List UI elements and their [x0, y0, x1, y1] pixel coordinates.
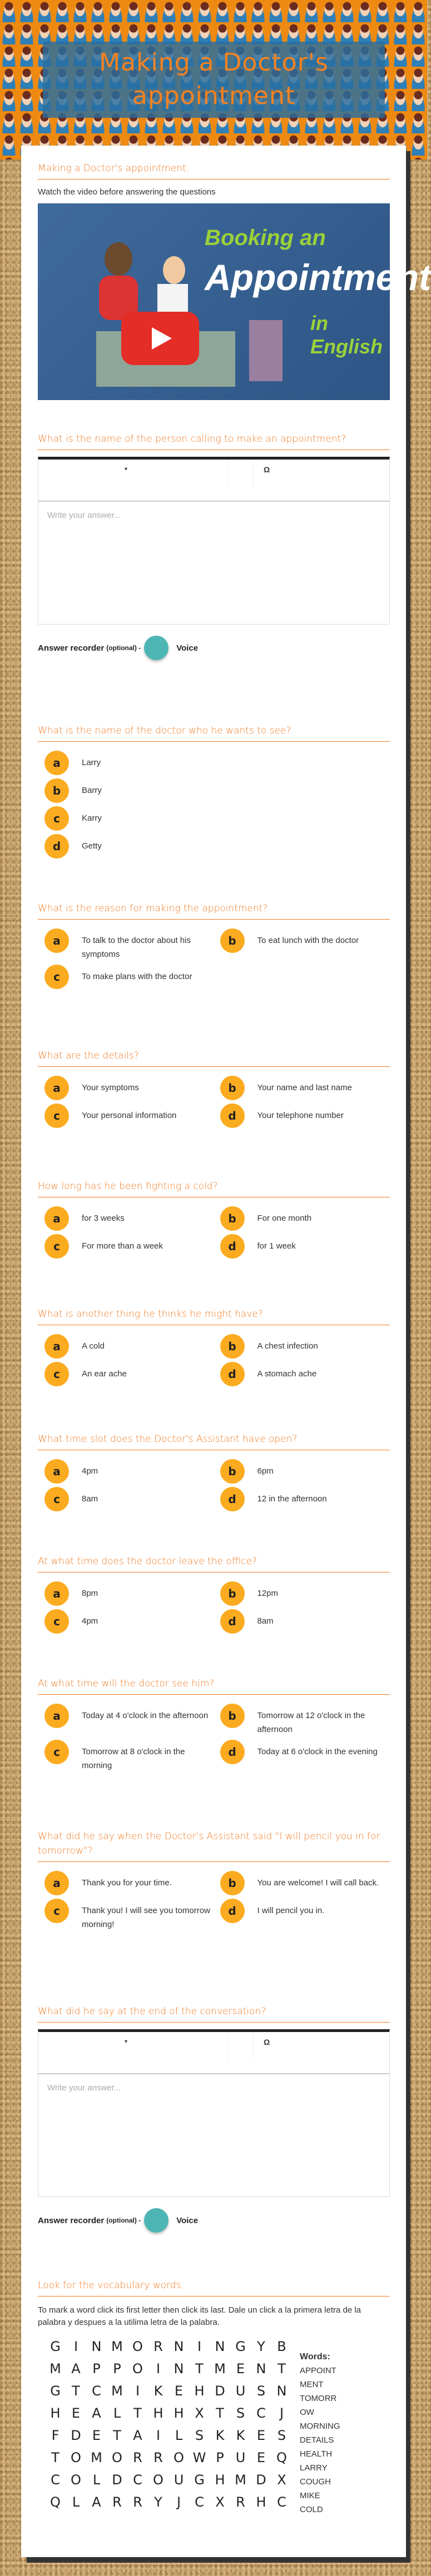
grid-letter[interactable]: R — [112, 2494, 122, 2510]
question-3 — [38, 901, 390, 989]
options-list — [38, 751, 390, 858]
question-7 — [38, 1432, 390, 1511]
question-title: What time slot does the Doctor's Assistant have open? — [38, 1432, 390, 1450]
word-list — [300, 2350, 343, 2517]
special-character-button[interactable]: Ω — [264, 2038, 270, 2046]
option-text: To eat lunch with the doctor — [257, 936, 359, 945]
grid-letter[interactable]: S — [277, 2428, 286, 2443]
option-b[interactable] — [220, 1459, 390, 1484]
option-letter-badge: b — [220, 1459, 245, 1484]
answer-input[interactable] — [38, 2074, 389, 2196]
grid-letter[interactable]: I — [135, 2383, 140, 2399]
word-item: APPOINTMENT — [300, 2366, 336, 2389]
grid-letter[interactable]: O — [132, 2361, 143, 2377]
option-letter-badge: d — [220, 1899, 245, 1923]
grid-letter[interactable]: O — [112, 2450, 122, 2465]
option-text: Your personal information — [82, 1111, 177, 1120]
grid-letter[interactable]: R — [153, 2339, 163, 2354]
option-text: Your symptoms — [82, 1083, 139, 1092]
grid-letter[interactable]: T — [113, 2428, 121, 2443]
option-a[interactable] — [44, 1206, 215, 1231]
worksheet-card — [21, 146, 431, 2557]
option-letter-badge: d — [220, 1234, 245, 1259]
grid-letter[interactable]: I — [156, 2428, 161, 2443]
grid-letter[interactable]: A — [133, 2428, 142, 2443]
grid-letter[interactable]: Q — [50, 2494, 61, 2510]
grid-letter[interactable]: W — [192, 2450, 206, 2465]
video-title-line2: Appointment — [205, 257, 431, 298]
option-text: To make plans with the doctor — [82, 972, 192, 981]
option-b[interactable] — [220, 1076, 390, 1100]
grid-letter[interactable]: H — [215, 2472, 225, 2488]
doctor-figure — [163, 256, 185, 284]
answer-placeholder: Write your answer... — [47, 2083, 121, 2093]
option-text: Thank you for your time. — [82, 1878, 172, 1888]
grid-letter[interactable]: N — [276, 2383, 287, 2399]
grid-letter[interactable]: J — [176, 2494, 181, 2510]
option-text: for 1 week — [257, 1241, 296, 1251]
option-text: 6pm — [257, 1466, 274, 1476]
page-title: Making a Doctor's appointment — [43, 42, 385, 118]
option-text: 8pm — [82, 1589, 98, 1598]
grid-letter[interactable]: O — [174, 2450, 184, 2465]
option-letter-badge: c — [44, 1104, 69, 1128]
grid-letter[interactable]: U — [235, 2450, 246, 2465]
question-title: What did he say at the end of the conversation? — [38, 2004, 390, 2023]
option-text: A chest infection — [257, 1341, 318, 1351]
wordsearch-instructions: To mark a word click its first letter then click its last. Dale un click a la primera letra de la palabra y despues a la utilima letra de la palabra. — [38, 2305, 361, 2327]
grid-letter[interactable]: L — [113, 2405, 121, 2421]
option-text: 8am — [257, 1616, 274, 1626]
option-letter-badge: c — [44, 1362, 69, 1386]
option-letter-badge: a — [44, 1704, 69, 1728]
grid-letter[interactable]: I — [197, 2339, 202, 2354]
grid-letter[interactable]: S — [256, 2383, 266, 2399]
option-letter-badge: a — [44, 1581, 69, 1606]
word-item: MIKE — [300, 2491, 320, 2500]
question-10 — [38, 1829, 390, 1931]
option-d[interactable] — [220, 1609, 390, 1634]
grid-letter[interactable]: O — [71, 2472, 81, 2488]
editor-toolbar — [38, 2032, 389, 2074]
toolbar-separator — [227, 2032, 254, 2060]
option-letter-badge: c — [44, 1487, 69, 1511]
grid-letter[interactable]: D — [256, 2472, 266, 2488]
option-text: For one month — [257, 1214, 312, 1223]
option-text: Thank you! I will see you tomorrow morning! — [82, 1906, 210, 1929]
option-text: Larry — [82, 758, 101, 767]
grid-letter[interactable]: E — [92, 2428, 101, 2443]
option-text: To talk to the doctor about his symptoms — [82, 936, 191, 959]
question-title: What are the details? — [38, 1049, 390, 1067]
question-5 — [38, 1179, 390, 1259]
grid-letter[interactable]: R — [133, 2494, 142, 2510]
options-list — [38, 1871, 390, 1931]
grid-letter[interactable]: K — [236, 2428, 245, 2443]
option-b[interactable] — [220, 928, 390, 961]
option-letter-badge: a — [44, 928, 69, 953]
option-letter-badge: c — [44, 1234, 69, 1259]
option-text: Tomorrow at 12 o'clock in the afternoon — [257, 1711, 365, 1734]
toolbar-separator — [227, 460, 254, 487]
option-a[interactable] — [44, 1581, 215, 1606]
grid-letter[interactable]: N — [174, 2339, 184, 2354]
record-button[interactable] — [144, 2208, 169, 2233]
option-text: 12pm — [257, 1589, 279, 1598]
option-text: Tomorrow at 8 o'clock in the morning — [82, 1747, 185, 1770]
option-d[interactable] — [44, 834, 390, 858]
option-letter-badge: b — [220, 1581, 245, 1606]
editor-toolbar — [38, 460, 389, 502]
grid-letter[interactable]: E — [256, 2450, 266, 2465]
section-title: Making a Doctor's appointment. — [38, 161, 390, 179]
grid-letter[interactable]: H — [153, 2405, 164, 2421]
section-title: Look for the vocabulary words. — [38, 2278, 390, 2297]
option-letter-badge: b — [220, 1871, 245, 1895]
grid-letter[interactable]: M — [91, 2450, 102, 2465]
grid-letter[interactable]: L — [175, 2428, 183, 2443]
answer-placeholder: Write your answer... — [47, 511, 121, 520]
grid-letter[interactable]: P — [216, 2450, 224, 2465]
grid-letter[interactable]: R — [153, 2450, 163, 2465]
grid-letter[interactable]: O — [132, 2339, 143, 2354]
option-c[interactable] — [44, 1487, 215, 1511]
option-a[interactable] — [44, 1459, 215, 1484]
question-2 — [38, 723, 390, 858]
grid-letter[interactable]: E — [256, 2428, 266, 2443]
answer-input[interactable] — [38, 502, 389, 624]
option-d[interactable] — [220, 1487, 390, 1511]
word-item: TOMORROW — [300, 2394, 337, 2417]
voice-label: Voice — [176, 2215, 199, 2225]
grid-letter[interactable]: N — [174, 2361, 184, 2377]
grid-letter[interactable]: R — [133, 2450, 142, 2465]
grid-letter[interactable]: S — [195, 2428, 204, 2443]
header-banner — [0, 0, 427, 159]
grid-letter[interactable]: L — [72, 2494, 80, 2510]
option-c[interactable] — [44, 1609, 215, 1634]
cabinet — [249, 320, 283, 381]
option-text: Getty — [82, 841, 102, 851]
grid-letter[interactable]: G — [235, 2339, 246, 2354]
option-d[interactable] — [220, 1104, 390, 1128]
grid-letter[interactable]: T — [195, 2361, 204, 2377]
grid-letter[interactable]: I — [156, 2361, 161, 2377]
grid-letter[interactable]: M — [111, 2383, 123, 2399]
word-item: DETAILS — [300, 2435, 334, 2445]
grid-letter[interactable]: M — [235, 2472, 246, 2488]
option-letter-badge: d — [44, 834, 69, 858]
grid-letter[interactable]: T — [133, 2405, 142, 2421]
option-text: For more than a week — [82, 1241, 163, 1251]
question-8 — [38, 1554, 390, 1634]
question-11 — [38, 2004, 390, 2233]
options-list — [38, 1459, 390, 1511]
grid-letter[interactable]: A — [71, 2361, 81, 2377]
option-letter-badge: c — [44, 1609, 69, 1634]
option-c[interactable] — [44, 1234, 215, 1259]
options-list — [38, 1704, 390, 1773]
option-c[interactable] — [44, 965, 215, 989]
grid-letter[interactable]: E — [174, 2383, 184, 2399]
option-a[interactable] — [44, 751, 390, 775]
option-c[interactable] — [44, 1104, 215, 1128]
grid-letter[interactable]: C — [92, 2383, 101, 2399]
grid-letter[interactable]: L — [92, 2472, 101, 2488]
option-text: Today at 4 o'clock in the afternoon — [82, 1711, 209, 1720]
grid-letter[interactable]: N — [91, 2339, 102, 2354]
grid-letter[interactable]: B — [277, 2339, 286, 2354]
grid-letter[interactable]: G — [50, 2383, 61, 2399]
option-letter-badge: a — [44, 1076, 69, 1100]
option-letter-badge: d — [220, 1740, 245, 1764]
grid-letter[interactable]: D — [215, 2383, 225, 2399]
wordsearch-section — [38, 2278, 390, 2517]
word-item: COUGH — [300, 2477, 331, 2487]
grid-letter[interactable]: E — [71, 2405, 81, 2421]
option-c[interactable] — [44, 1362, 215, 1386]
grid-letter[interactable]: X — [277, 2472, 286, 2488]
option-letter-badge: d — [220, 1487, 245, 1511]
option-text: 12 in the afternoon — [257, 1494, 327, 1504]
grid-letter[interactable]: Q — [276, 2450, 287, 2465]
grid-letter[interactable]: D — [112, 2472, 122, 2488]
option-letter-badge: d — [220, 1609, 245, 1634]
option-b[interactable] — [220, 1206, 390, 1231]
question-title: At what time will the doctor see him? — [38, 1676, 390, 1695]
word-item: HEALTH — [300, 2449, 333, 2459]
grid-letter[interactable]: U — [174, 2472, 184, 2488]
option-b[interactable] — [220, 1334, 390, 1359]
option-d[interactable] — [220, 1362, 390, 1386]
option-text: A cold — [82, 1341, 105, 1351]
option-letter-badge: b — [220, 1704, 245, 1728]
grid-letter[interactable]: G — [194, 2472, 205, 2488]
options-list — [38, 928, 390, 989]
grid-letter[interactable]: T — [51, 2450, 60, 2465]
grid-letter[interactable]: C — [133, 2472, 142, 2488]
option-a[interactable] — [44, 1704, 215, 1736]
option-b[interactable] — [220, 1871, 390, 1895]
option-text: Karry — [82, 813, 102, 823]
option-text: Today at 6 o'clock in the evening — [257, 1747, 378, 1756]
option-b[interactable] — [220, 1581, 390, 1606]
grid-letter[interactable]: S — [236, 2405, 245, 2421]
question-4 — [38, 1049, 390, 1128]
video-title-line1: Booking an — [205, 226, 326, 250]
option-d[interactable] — [220, 1234, 390, 1259]
option-letter-badge: b — [44, 778, 69, 803]
grid-letter[interactable]: K — [153, 2383, 163, 2399]
option-letter-badge: b — [220, 1206, 245, 1231]
grid-letter[interactable]: N — [215, 2339, 225, 2354]
format-dropdown[interactable]: ▾ — [125, 466, 128, 472]
grid-letter[interactable]: N — [256, 2361, 266, 2377]
option-letter-badge: b — [220, 1334, 245, 1359]
recorder-optional: (optional) - — [106, 644, 141, 652]
question-title: What did he say when the Doctor's Assistant said "I will pencil you in for tomorrow"? — [38, 1829, 390, 1862]
grid-letter[interactable]: F — [51, 2428, 60, 2443]
grid-letter[interactable]: E — [236, 2361, 245, 2377]
question-1 — [38, 432, 390, 660]
option-letter-badge: a — [44, 1334, 69, 1359]
word-item: COLD — [300, 2505, 323, 2514]
grid-letter[interactable]: C — [277, 2494, 286, 2510]
option-letter-badge: c — [44, 1899, 69, 1923]
intro-section — [38, 161, 431, 400]
grid-letter[interactable]: Y — [154, 2494, 162, 2510]
option-d[interactable] — [220, 1899, 390, 1931]
option-letter-badge: a — [44, 1206, 69, 1231]
recorder-label: Answer recorder — [38, 643, 105, 653]
grid-letter[interactable]: H — [256, 2494, 266, 2510]
option-letter-badge: c — [44, 806, 69, 831]
grid-letter[interactable]: T — [216, 2405, 224, 2421]
option-a[interactable] — [44, 928, 215, 961]
word-item: MORNING — [300, 2422, 340, 2431]
answer-recorder — [38, 636, 390, 660]
answer-editor — [38, 457, 390, 625]
grid-letter[interactable]: A — [92, 2494, 101, 2510]
grid-letter[interactable]: H — [194, 2383, 205, 2399]
option-letter-badge: c — [44, 965, 69, 989]
youtube-play-icon[interactable] — [121, 312, 199, 365]
option-text: A stomach ache — [257, 1369, 317, 1379]
option-text: for 3 weeks — [82, 1214, 125, 1223]
grid-letter[interactable]: D — [71, 2428, 81, 2443]
format-dropdown[interactable]: ▾ — [125, 2039, 128, 2045]
options-list — [38, 1334, 390, 1386]
option-text: 4pm — [82, 1616, 98, 1626]
special-character-button[interactable]: Ω — [264, 465, 270, 474]
grid-letter[interactable]: P — [92, 2361, 101, 2377]
answer-recorder — [38, 2208, 390, 2233]
grid-letter[interactable]: X — [215, 2494, 225, 2510]
grid-letter[interactable]: O — [71, 2450, 81, 2465]
option-d[interactable] — [220, 1740, 390, 1773]
option-c[interactable] — [44, 806, 390, 831]
option-letter-badge: a — [44, 1871, 69, 1895]
option-text: 8am — [82, 1494, 98, 1504]
option-c[interactable] — [44, 1899, 215, 1931]
grid-letter[interactable]: T — [72, 2383, 80, 2399]
recorder-label: Answer recorder — [38, 2215, 105, 2225]
instructions-text: Watch the video before answering the questions — [38, 187, 216, 197]
option-text: An ear ache — [82, 1369, 127, 1379]
option-c[interactable] — [44, 1740, 215, 1773]
option-text: You are welcome! I will call back. — [257, 1878, 379, 1888]
answer-editor — [38, 2029, 390, 2197]
option-a[interactable] — [44, 1871, 215, 1895]
video-title-line3: in English — [310, 312, 383, 358]
grid-letter[interactable]: H — [50, 2405, 61, 2421]
word-item: LARRY — [300, 2463, 328, 2473]
grid-letter[interactable]: I — [73, 2339, 78, 2354]
option-a[interactable] — [44, 1334, 215, 1359]
grid-letter[interactable]: J — [279, 2405, 284, 2421]
grid-letter[interactable]: G — [50, 2339, 61, 2354]
grid-letter[interactable]: T — [278, 2361, 286, 2377]
question-title: What is the reason for making the appointment? — [38, 901, 390, 920]
question-title: How long has he been fighting a cold? — [38, 1179, 390, 1197]
option-text: Barry — [82, 786, 102, 795]
question-title: What is the name of the doctor who he wants to see? — [38, 723, 390, 742]
grid-letter[interactable]: Y — [257, 2339, 265, 2354]
option-text: Your name and last name — [257, 1083, 352, 1092]
option-text: I will pencil you in. — [257, 1906, 325, 1915]
options-list — [38, 1206, 390, 1259]
question-title: What is another thing he thinks he might have? — [38, 1307, 390, 1325]
option-a[interactable] — [44, 1076, 215, 1100]
question-6 — [38, 1307, 390, 1386]
grid-letter[interactable]: X — [195, 2405, 204, 2421]
grid-letter[interactable]: O — [153, 2472, 164, 2488]
option-text: Your telephone number — [257, 1111, 344, 1120]
option-b[interactable] — [220, 1704, 390, 1736]
grid-letter[interactable]: M — [111, 2339, 123, 2354]
grid-letter[interactable]: C — [256, 2405, 266, 2421]
grid-letter[interactable]: M — [214, 2361, 226, 2377]
grid-letter[interactable]: C — [195, 2494, 204, 2510]
record-button[interactable] — [144, 636, 169, 660]
words-label: Words: — [300, 2352, 330, 2362]
question-title: At what time does the doctor leave the office? — [38, 1554, 390, 1572]
option-letter-badge: a — [44, 751, 69, 775]
video-player[interactable] — [38, 203, 431, 400]
grid-letter[interactable]: H — [174, 2405, 184, 2421]
option-letter-badge: b — [220, 1076, 245, 1100]
grid-letter[interactable]: K — [215, 2428, 225, 2443]
woman-figure — [105, 242, 132, 276]
options-list — [38, 1581, 390, 1634]
options-list — [38, 1076, 390, 1128]
grid-letter[interactable]: M — [49, 2361, 61, 2377]
option-text: 4pm — [82, 1466, 98, 1476]
question-9 — [38, 1676, 390, 1773]
letter-grid[interactable] — [45, 2339, 292, 2517]
option-letter-badge: b — [220, 928, 245, 953]
recorder-optional: (optional) - — [106, 2216, 141, 2224]
grid-letter[interactable]: A — [92, 2405, 101, 2421]
option-letter-badge: a — [44, 1459, 69, 1484]
grid-letter[interactable]: R — [236, 2494, 245, 2510]
grid-letter[interactable]: U — [235, 2383, 246, 2399]
option-letter-badge: d — [220, 1104, 245, 1128]
voice-label: Voice — [176, 643, 199, 653]
grid-letter[interactable]: C — [51, 2472, 60, 2488]
grid-letter[interactable]: P — [113, 2361, 121, 2377]
option-b[interactable] — [44, 778, 390, 803]
option-letter-badge: d — [220, 1362, 245, 1386]
option-letter-badge: c — [44, 1740, 69, 1764]
question-title: What is the name of the person calling to make an appointment? — [38, 432, 390, 450]
